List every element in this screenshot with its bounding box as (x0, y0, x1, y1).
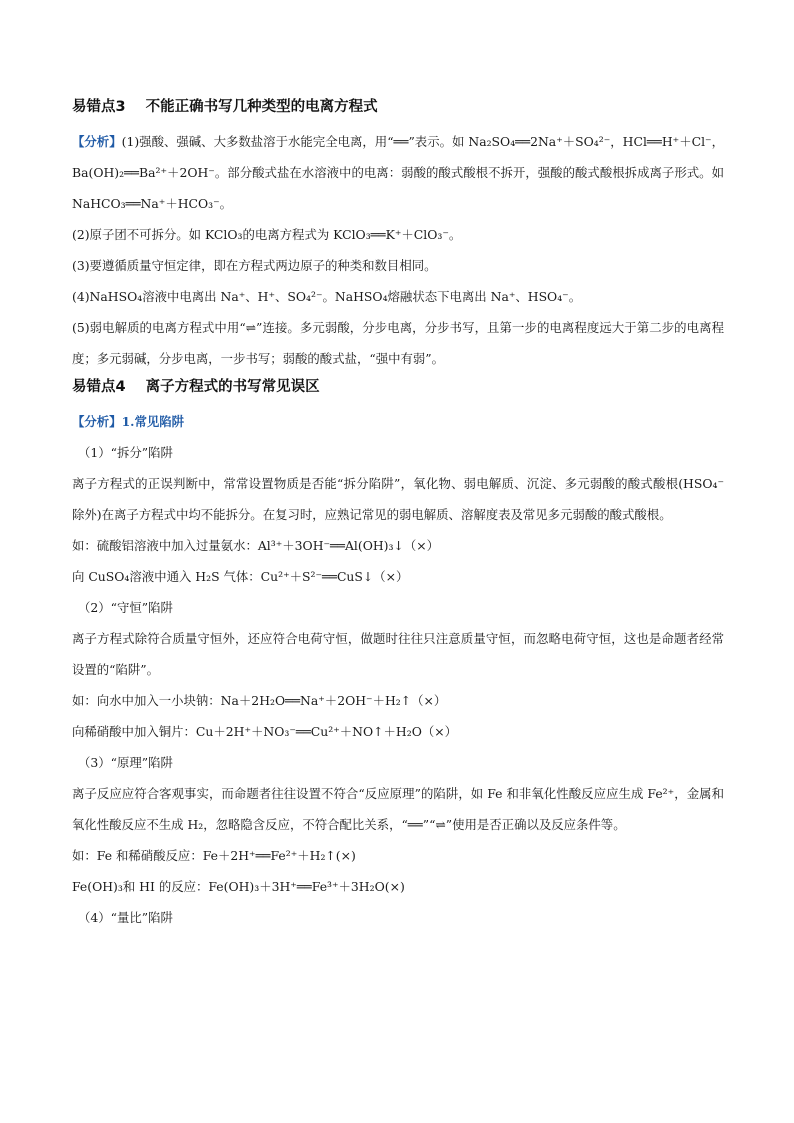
trap-body-3: 离子反应应符合客观事实，而命题者往往设置不符合“反应原理”的陷阱，如 Fe 和非氧化性酸反应应生成 Fe²⁺，金属和氧化性酸反应不生成 H₂，忽略隐含反应，不符合配比关系，“══”“⇌”使用是否正确以及反应条件等。 (72, 786, 724, 832)
paragraph-5: (5)弱电解质的电离方程式中用“⇌”连接。多元弱酸，分步电离，分步书写，且第一步的电离程度远大于第二步的电离程度；多元弱碱，分步电离，一步书写；弱酸的酸式盐，“强中有弱”。 (72, 320, 724, 366)
heading-prefix: 易错点3 (72, 99, 126, 115)
paragraph-3: (3)要遵循质量守恒定律，即在方程式两边原子的种类和数目相同。 (72, 258, 437, 273)
subheading: 1.常见陷阱 (121, 414, 185, 429)
trap-body-1: 离子方程式的正误判断中，常常设置物质是否能“拆分陷阱”，氧化物、弱电解质、沉淀、多元弱酸的酸式酸根(HSO₄⁻除外)在离子方程式中均不能拆分。在复习时，应熟记常见的弱电解质、溶解度表及常见多元弱酸的酸式酸根。 (72, 476, 724, 522)
trap-title-4: （4）“量比”陷阱 (78, 910, 173, 925)
paragraph-text: (1)强酸、强碱、大多数盐溶于水能完全电离，用“══”表示。如 Na₂SO₄══2Na⁺＋SO₄²⁻，HCl══H⁺＋Cl⁻，Ba(OH)₂══Ba²⁺＋2OH⁻。部分酸式盐在水溶液中的电离：弱酸的酸式酸根不拆开，强酸的酸式酸根拆成离子形式。如 NaHCO₃══Na⁺＋HCO₃⁻。 (72, 134, 724, 211)
trap-example-3a: 如：Fe 和稀硝酸反应：Fe＋2H⁺══Fe²⁺＋H₂↑(×) (72, 848, 356, 863)
trap-example-1b: 向 CuSO₄溶液中通入 H₂S 气体：Cu²⁺＋S²⁻══CuS↓（×） (72, 569, 409, 584)
trap-example-1a: 如：硫酸铝溶液中加入过量氨水：Al³⁺＋3OH⁻══Al(OH)₃↓（×） (72, 538, 440, 553)
trap-title-3: （3）“原理”陷阱 (78, 755, 173, 770)
analysis-line (72, 406, 724, 437)
heading-title: 不能正确书写几种类型的电离方程式 (145, 99, 378, 115)
paragraph-2: (2)原子团不可拆分。如 KClO₃的电离方程式为 KClO₃══K⁺＋ClO₃⁻。 (72, 227, 462, 242)
document-page (72, 96, 724, 933)
trap-example-2b: 向稀硝酸中加入铜片：Cu＋2H⁺＋NO₃⁻══Cu²⁺＋NO↑＋H₂O（×） (72, 724, 458, 739)
section-heading-4 (72, 376, 724, 398)
heading-prefix: 易错点4 (72, 379, 126, 395)
trap-title-1: （1）“拆分”陷阱 (78, 445, 173, 460)
trap-title-2: （2）“守恒”陷阱 (78, 600, 173, 615)
paragraph-1 (72, 126, 724, 219)
trap-body-2: 离子方程式除符合质量守恒外，还应符合电荷守恒，做题时往往只注意质量守恒，而忽略电荷守恒，这也是命题者经常设置的“陷阱”。 (72, 631, 724, 677)
heading-title: 离子方程式的书写常见误区 (145, 379, 320, 395)
analysis-label: 【分析】 (72, 134, 122, 149)
analysis-label: 【分析】 (72, 414, 122, 429)
section-heading-3 (72, 96, 724, 118)
paragraph-4: (4)NaHSO₄溶液中电离出 Na⁺、H⁺、SO₄²⁻。NaHSO₄熔融状态下电离出 Na⁺、HSO₄⁻。 (72, 289, 582, 304)
trap-example-3b: Fe(OH)₃和 HI 的反应：Fe(OH)₃＋3H⁺══Fe³⁺＋3H₂O(×) (72, 879, 405, 894)
trap-example-2a: 如：向水中加入一小块钠：Na＋2H₂O══Na⁺＋2OH⁻＋H₂↑（×） (72, 693, 447, 708)
